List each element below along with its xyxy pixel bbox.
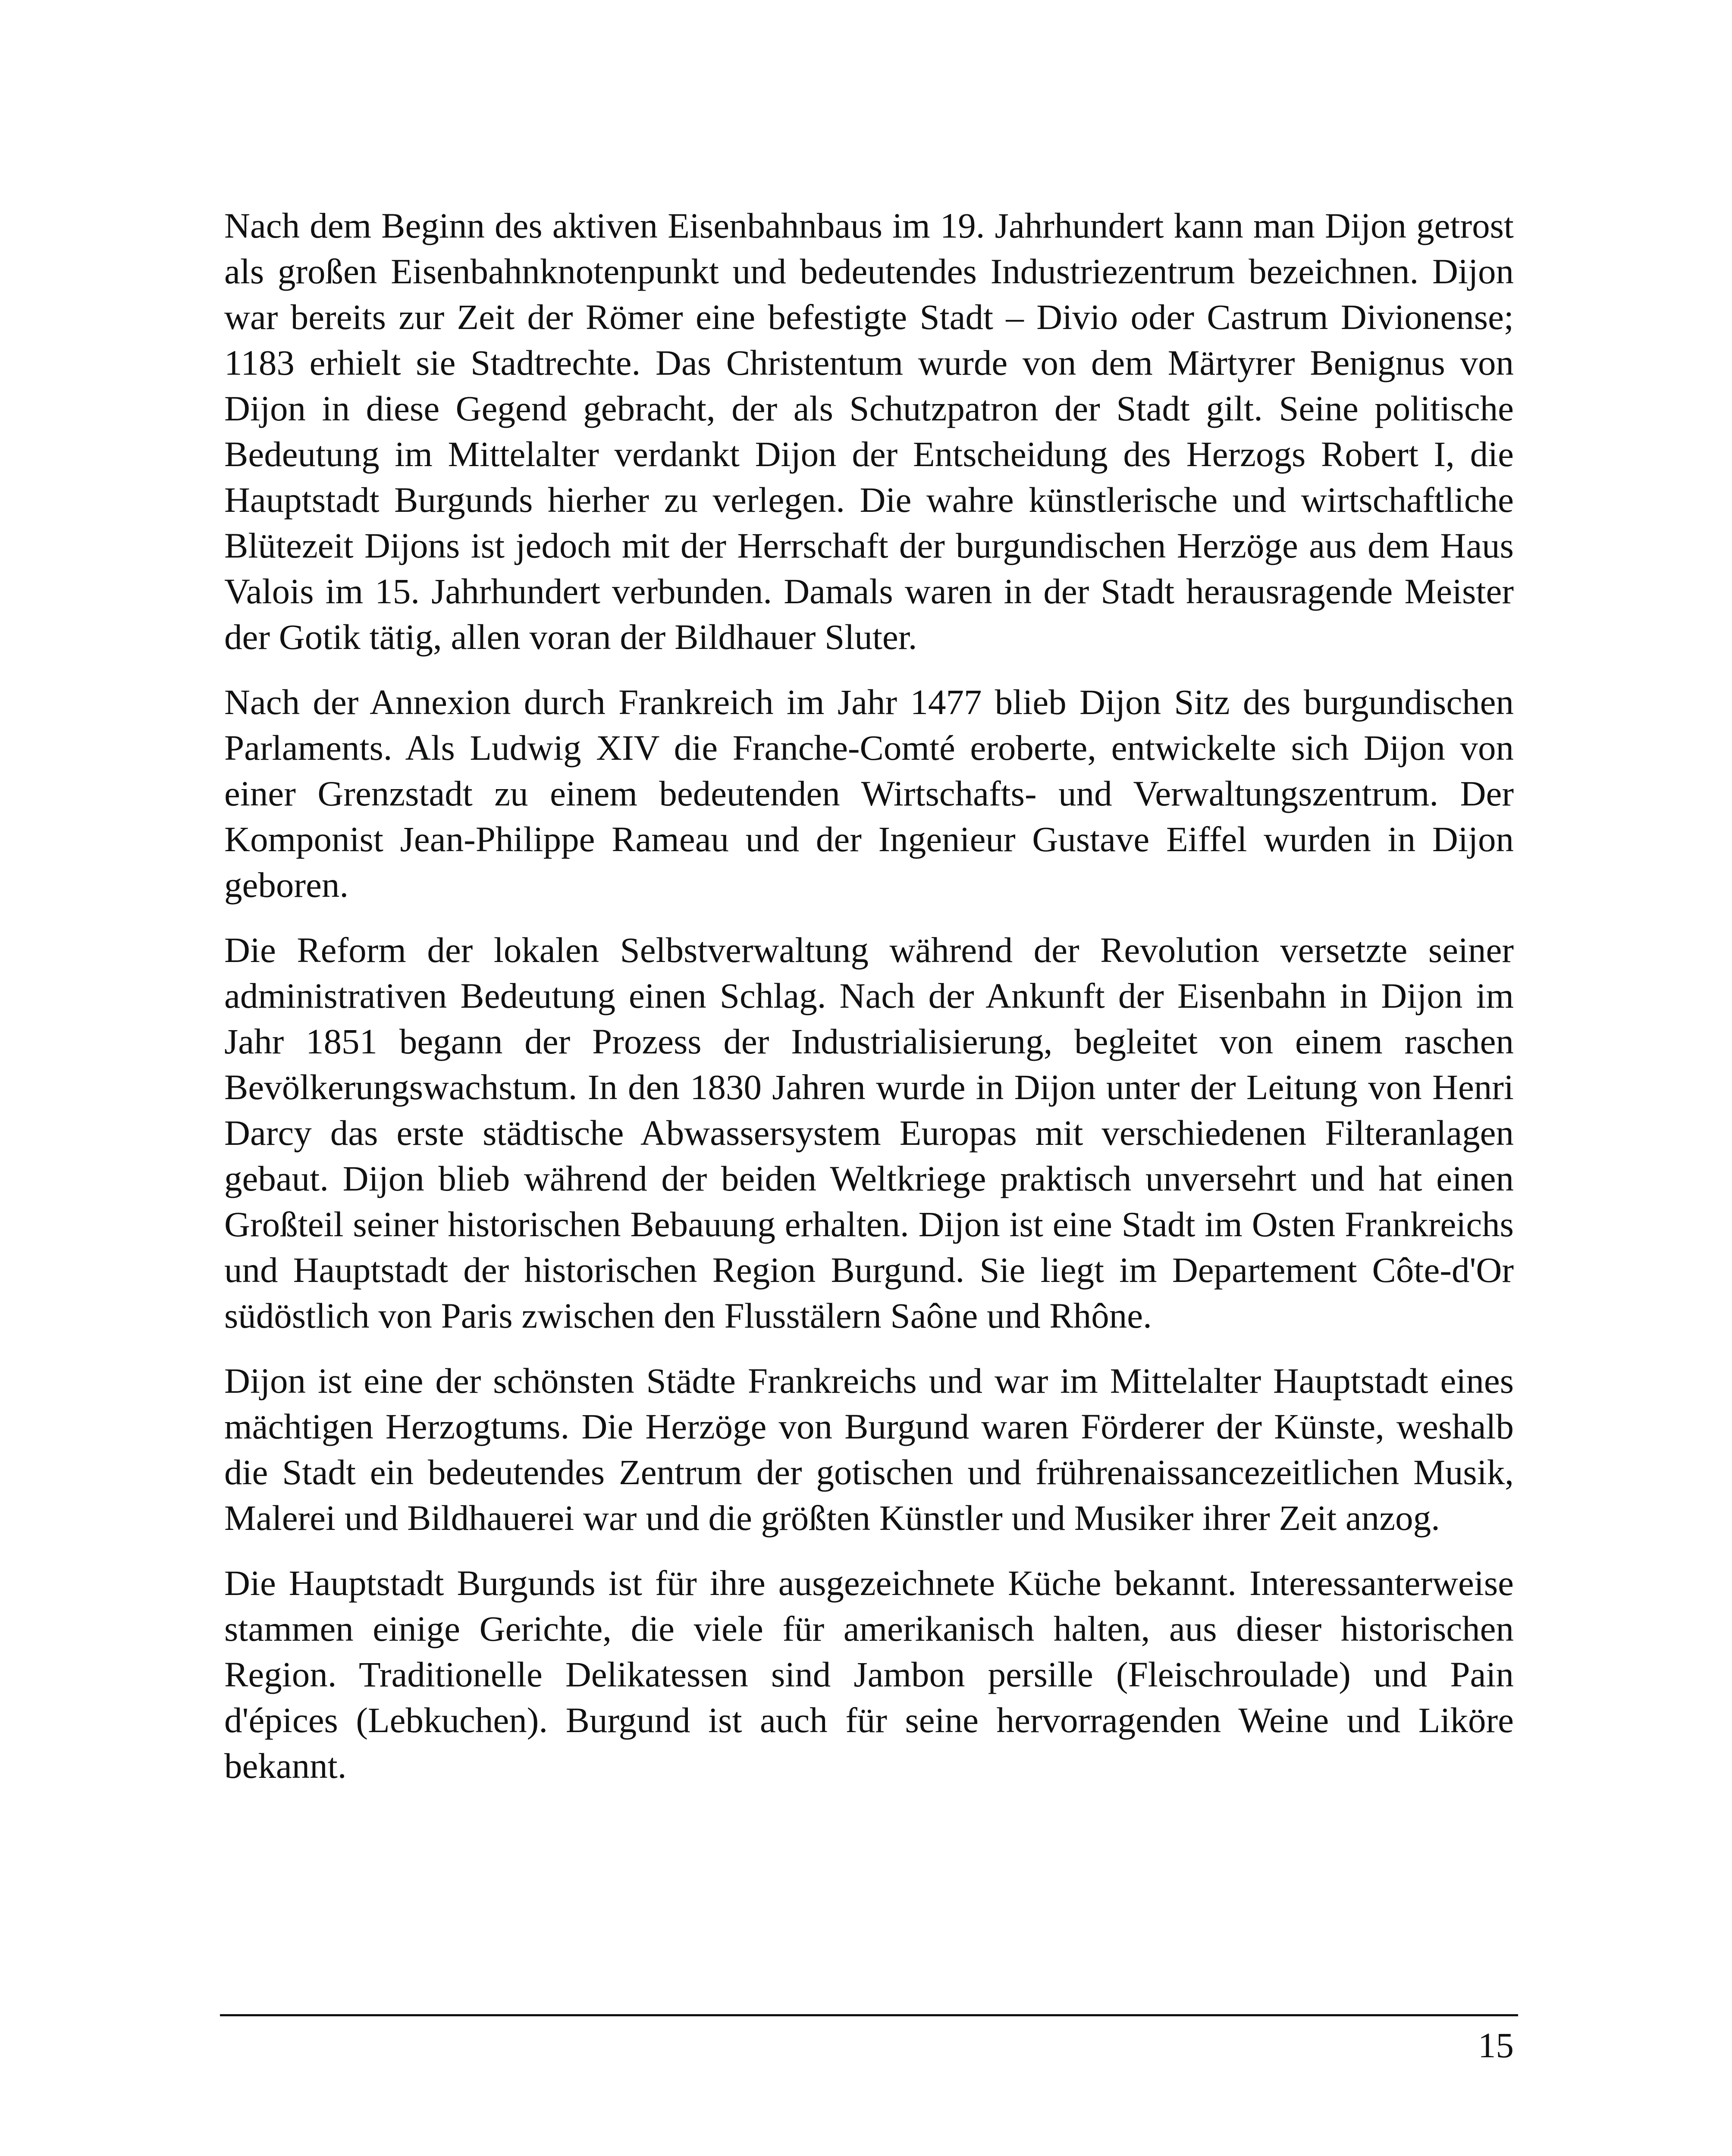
paragraph: Die Hauptstadt Burgunds ist für ihre ausgezeichnete Küche bekannt. Interessanterweise stammen einige Gerichte, die viele für amerikanisch halten, aus dieser historischen Region. Traditionelle Delikatessen sind Jambon persille (Fleischroulade) und Pain d'épices (Lebkuchen). Burgund ist auch für seine hervorragenden Weine und Liköre bekannt.: [224, 1563, 1514, 1786]
paragraph: Nach dem Beginn des aktiven Eisenbahnbaus im 19. Jahrhundert kann man Dijon getrost als großen Eisenbahnknotenpunkt und bedeutendes Industriezentrum bezeichnen. Dijon war bereits zur Zeit der Römer eine befestigte Stadt – Divio oder Castrum Divionense; 1183 erhielt sie Stadtrechte. Das Christentum wurde von dem Märtyrer Benignus von Dijon in diese Gegend gebracht, der als Schutzpatron der Stadt gilt. Seine politische Bedeutung im Mittelalter verdankt Dijon der Entscheidung des Herzogs Robert I, die Hauptstadt Burgunds hierher zu verlegen. Die wahre künstlerische und wirtschaftliche Blütezeit Dijons ist jedoch mit der Herrschaft der burgundischen Herzöge aus dem Haus Valois im 15. Jahrhundert verbunden. Damals waren in der Stadt herausragende Meister der Gotik tätig, allen voran der Bildhauer Sluter.: [224, 206, 1514, 657]
footer-divider: [220, 2014, 1518, 2016]
page-number: 15: [1478, 2025, 1514, 2065]
paragraph: Die Reform der lokalen Selbstverwaltung während der Revolution versetzte seiner administrativen Bedeutung einen Schlag. Nach der Ankunft der Eisenbahn in Dijon im Jahr 1851 begann der Prozess der Industrialisierung, begleitet von einem raschen Bevölkerungswachstum. In den 1830 Jahren wurde in Dijon unter der Leitung von Henri Darcy das erste städtische Abwassersystem Europas mit verschiedenen Filteranlagen gebaut. Dijon blieb während der beiden Weltkriege praktisch unversehrt und hat einen Großteil seiner historischen Bebauung erhalten. Dijon ist eine Stadt im Osten Frankreichs und Hauptstadt der historischen Region Burgund. Sie liegt im Departement Côte-d'Or südöstlich von Paris zwischen den Flusstälern Saône und Rhône.: [224, 930, 1514, 1335]
body-text: [224, 203, 1514, 1808]
paragraph: Nach der Annexion durch Frankreich im Jahr 1477 blieb Dijon Sitz des burgundischen Parlaments. Als Ludwig XIV die Franche-Comté eroberte, entwickelte sich Dijon von einer Grenzstadt zu einem bedeutenden Wirtschafts- und Verwaltungszentrum. Der Komponist Jean-Philippe Rameau und der Ingenieur Gustave Eiffel wurden in Dijon geboren.: [224, 682, 1514, 905]
paragraph: Dijon ist eine der schönsten Städte Frankreichs und war im Mittelalter Hauptstadt eines mächtigen Herzogtums. Die Herzöge von Burgund waren Förderer der Künste, weshalb die Stadt ein bedeutendes Zentrum der gotischen und frührenaissancezeitlichen Musik, Malerei und Bildhauerei war und die größten Künstler und Musiker ihrer Zeit anzog.: [224, 1361, 1514, 1538]
